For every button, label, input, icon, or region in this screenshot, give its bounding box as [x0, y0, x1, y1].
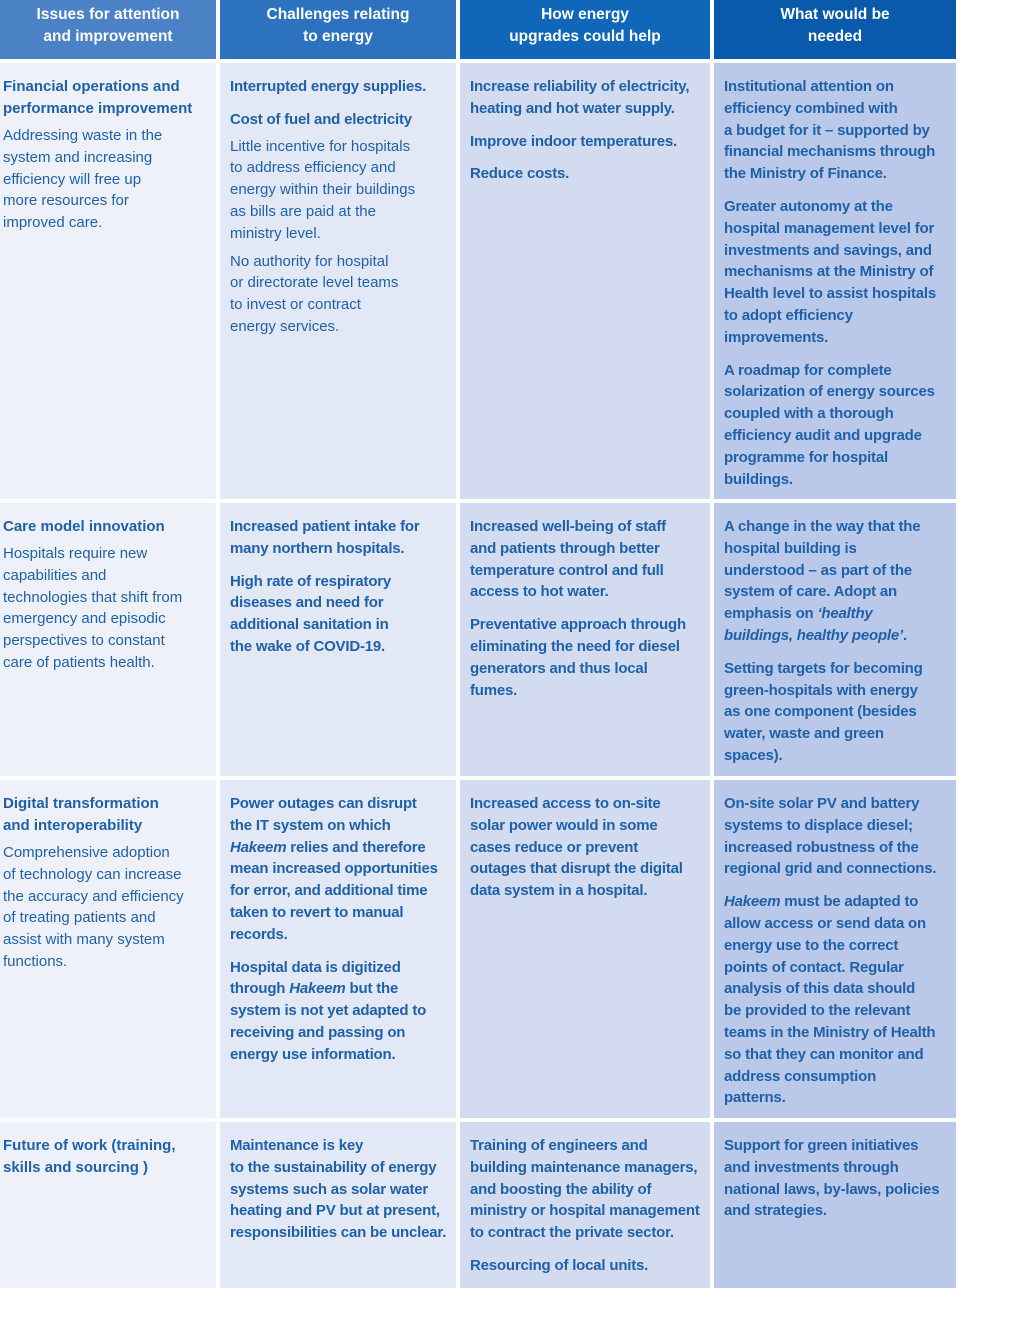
row2-challenge-2: High rate of respiratory diseases and need for additional sanitation in the wake of COVID-19. — [230, 572, 392, 655]
row1-challenge-4: No authority for hospital or directorate level teams to invest or contract energy services. — [230, 252, 399, 335]
row4-needed-cell — [714, 1122, 956, 1288]
row3-help-1: Increased access to on-site solar power would in some cases reduce or prevent outages that disrupt the digital data system in a hospital. — [470, 795, 683, 900]
header-needed — [714, 0, 956, 59]
row1-needed-3: A roadmap for complete solarization of energy sources coupled with a thorough efficiency audit and upgrade programme for hospital buildings. — [724, 361, 935, 488]
row3-challenge-1-text-a: Power outages can disrupt the IT system on which — [230, 795, 417, 834]
row2-challenges-cell — [220, 503, 456, 776]
header-upgrades-help — [460, 0, 710, 59]
row3-challenge-2-text-b: but the system is not yet adapted to receiving and passing on energy use information. — [230, 980, 427, 1063]
row1-issue-cell — [0, 63, 216, 499]
row2-needed-cell — [714, 503, 956, 776]
row4-issue-title: Future of work (training, skills and sourcing ) — [3, 1137, 176, 1176]
row2-needed-2: Setting targets for becoming green-hospitals with energy as one component (besides water, waste and green spaces). — [724, 659, 923, 764]
row1-needed-cell — [714, 63, 956, 499]
row3-issue-desc: Comprehensive adoption of technology can increase the accuracy and efficiency of treating patients and assist with many system functions. — [3, 844, 184, 970]
row2-needed-1 — [724, 516, 952, 647]
row1-needed-2: Greater autonomy at the hospital management level for investments and savings, and mechanisms at the Ministry of Health level to assist hospitals to adopt efficiency improvements. — [724, 197, 937, 346]
row1-help-2: Improve indoor temperatures. — [470, 132, 677, 150]
row1-needed-1: Institutional attention on efficiency combined with a budget for it – supported by financial mechanisms through the Ministry of Finance. — [724, 78, 936, 183]
row4-challenges-cell — [220, 1122, 456, 1288]
row4-help-1: Training of engineers and building maintenance managers, and boosting the ability of ministry or hospital management to contract the private sector. — [470, 1137, 700, 1242]
row3-challenge-2 — [230, 957, 452, 1066]
header-challenges — [220, 0, 456, 59]
row3-needed-2-hakeem: Hakeem — [724, 893, 781, 911]
row4-help-cell — [460, 1122, 710, 1288]
row2-issue-desc: Hospitals require new capabilities and technologies that shift from emergency and episodic perspectives to constant care of patients health. — [3, 545, 183, 671]
row2-needed-1-end: . — [902, 626, 907, 644]
row2-help-cell — [460, 503, 710, 776]
row3-issue-title: Digital transformation and interoperability — [3, 795, 159, 834]
row2-needed-1-emphasis: ‘healthy buildings, healthy people’ — [724, 605, 903, 644]
header-issues — [0, 0, 216, 59]
row1-challenge-3: Little incentive for hospitals to address efficiency and energy within their buildings as bills are paid at the ministry level. — [230, 137, 416, 242]
row3-issue-cell — [0, 780, 216, 1118]
row1-issue-title: Financial operations and performance improvement — [3, 78, 193, 117]
row1-challenges-cell — [220, 63, 456, 499]
row3-challenge-1 — [230, 793, 452, 946]
row2-issue-cell — [0, 503, 216, 776]
row2-needed-1-text: A change in the way that the hospital building is understood – as part of the system of care. Adopt an emphasis on — [724, 518, 921, 623]
row4-issue-cell — [0, 1122, 216, 1288]
row1-challenge-2: Cost of fuel and electricity — [230, 110, 412, 128]
row1-issue-desc: Addressing waste in the system and increasing efficiency will free up more resources for improved care. — [3, 127, 163, 232]
row3-challenge-2-text-a: Hospital data is digitized through — [230, 958, 401, 998]
header-upgrades-help-label: How energy upgrades could help — [509, 6, 661, 45]
row4-help-2: Resourcing of local units. — [470, 1256, 649, 1274]
row3-challenge-1-text-b: relies and therefore mean increased opportunities for error, and additional time taken to revert to manual records. — [230, 838, 438, 943]
row1-challenge-1: Interrupted energy supplies. — [230, 78, 427, 95]
row3-challenge-1-hakeem: Hakeem — [230, 838, 287, 856]
row1-help-3: Reduce costs. — [470, 165, 570, 183]
row4-challenge-1: Maintenance is key to the sustainability of energy systems such as solar water heating and PV but at present, responsibilities can be unclear. — [230, 1137, 447, 1242]
row3-challenge-2-hakeem: Hakeem — [289, 980, 346, 998]
row3-needed-cell — [714, 780, 956, 1118]
row3-needed-1: On-site solar PV and battery systems to displace diesel; increased robustness of the regional grid and connections. — [724, 795, 937, 878]
row4-needed-1: Support for green initiatives and investments through national laws, by-laws, policies and strategies. — [724, 1137, 940, 1220]
row2-challenge-1: Increased patient intake for many northern hospitals. — [230, 518, 420, 557]
row2-help-1: Increased well-being of staff and patients through better temperature control and full access to hot water. — [470, 518, 666, 601]
header-issues-label: Issues for attention and improvement — [36, 6, 180, 45]
row3-needed-2-text: must be adapted to allow access or send data on energy use to the correct points of contact. Regular analysis of this data should be provided to the relevant teams in the Ministry of Health so that they can monitor and address consumption patterns. — [724, 893, 936, 1107]
header-challenges-label: Challenges relating to energy — [266, 6, 410, 45]
row3-challenges-cell — [220, 780, 456, 1118]
row1-help-cell — [460, 63, 710, 499]
row3-help-cell — [460, 780, 710, 1118]
row2-issue-title: Care model innovation — [3, 518, 165, 535]
row3-needed-2 — [724, 891, 952, 1109]
header-needed-label: What would be needed — [780, 6, 890, 45]
row2-help-2: Preventative approach through eliminating the need for diesel generators and thus local fumes. — [470, 616, 686, 699]
row1-help-1: Increase reliability of electricity, heating and hot water supply. — [470, 78, 690, 117]
